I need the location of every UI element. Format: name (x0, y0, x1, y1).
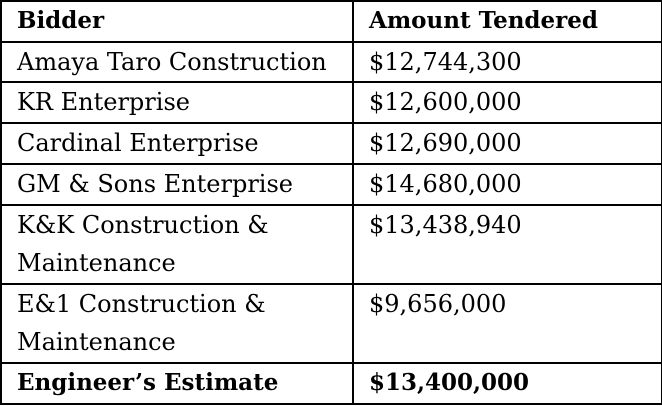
bidder-cell: Amaya Taro Construction (1, 42, 353, 83)
table-row (1, 42, 662, 83)
amount-cell: $12,600,000 (353, 82, 662, 123)
estimate-amount: $13,400,000 (353, 363, 662, 404)
amount-cell: $14,680,000 (353, 164, 662, 205)
table-row (1, 205, 662, 284)
engineers-estimate-row (1, 363, 662, 404)
table-header-row (1, 1, 662, 42)
amount-cell: $12,690,000 (353, 123, 662, 164)
bidder-cell: E&1 Construction & Maintenance (1, 284, 353, 363)
estimate-label: Engineer’s Estimate (1, 363, 353, 404)
table-row (1, 164, 662, 205)
amount-cell: $12,744,300 (353, 42, 662, 83)
table-row (1, 284, 662, 363)
table-row (1, 82, 662, 123)
bidder-cell: GM & Sons Enterprise (1, 164, 353, 205)
table-row (1, 123, 662, 164)
amount-cell: $13,438,940 (353, 205, 662, 284)
bidder-cell: KR Enterprise (1, 82, 353, 123)
header-bidder: Bidder (1, 1, 353, 42)
bidder-cell: K&K Construction & Maintenance (1, 205, 353, 284)
header-amount-tendered: Amount Tendered (353, 1, 662, 42)
bidder-cell: Cardinal Enterprise (1, 123, 353, 164)
amount-cell: $9,656,000 (353, 284, 662, 363)
